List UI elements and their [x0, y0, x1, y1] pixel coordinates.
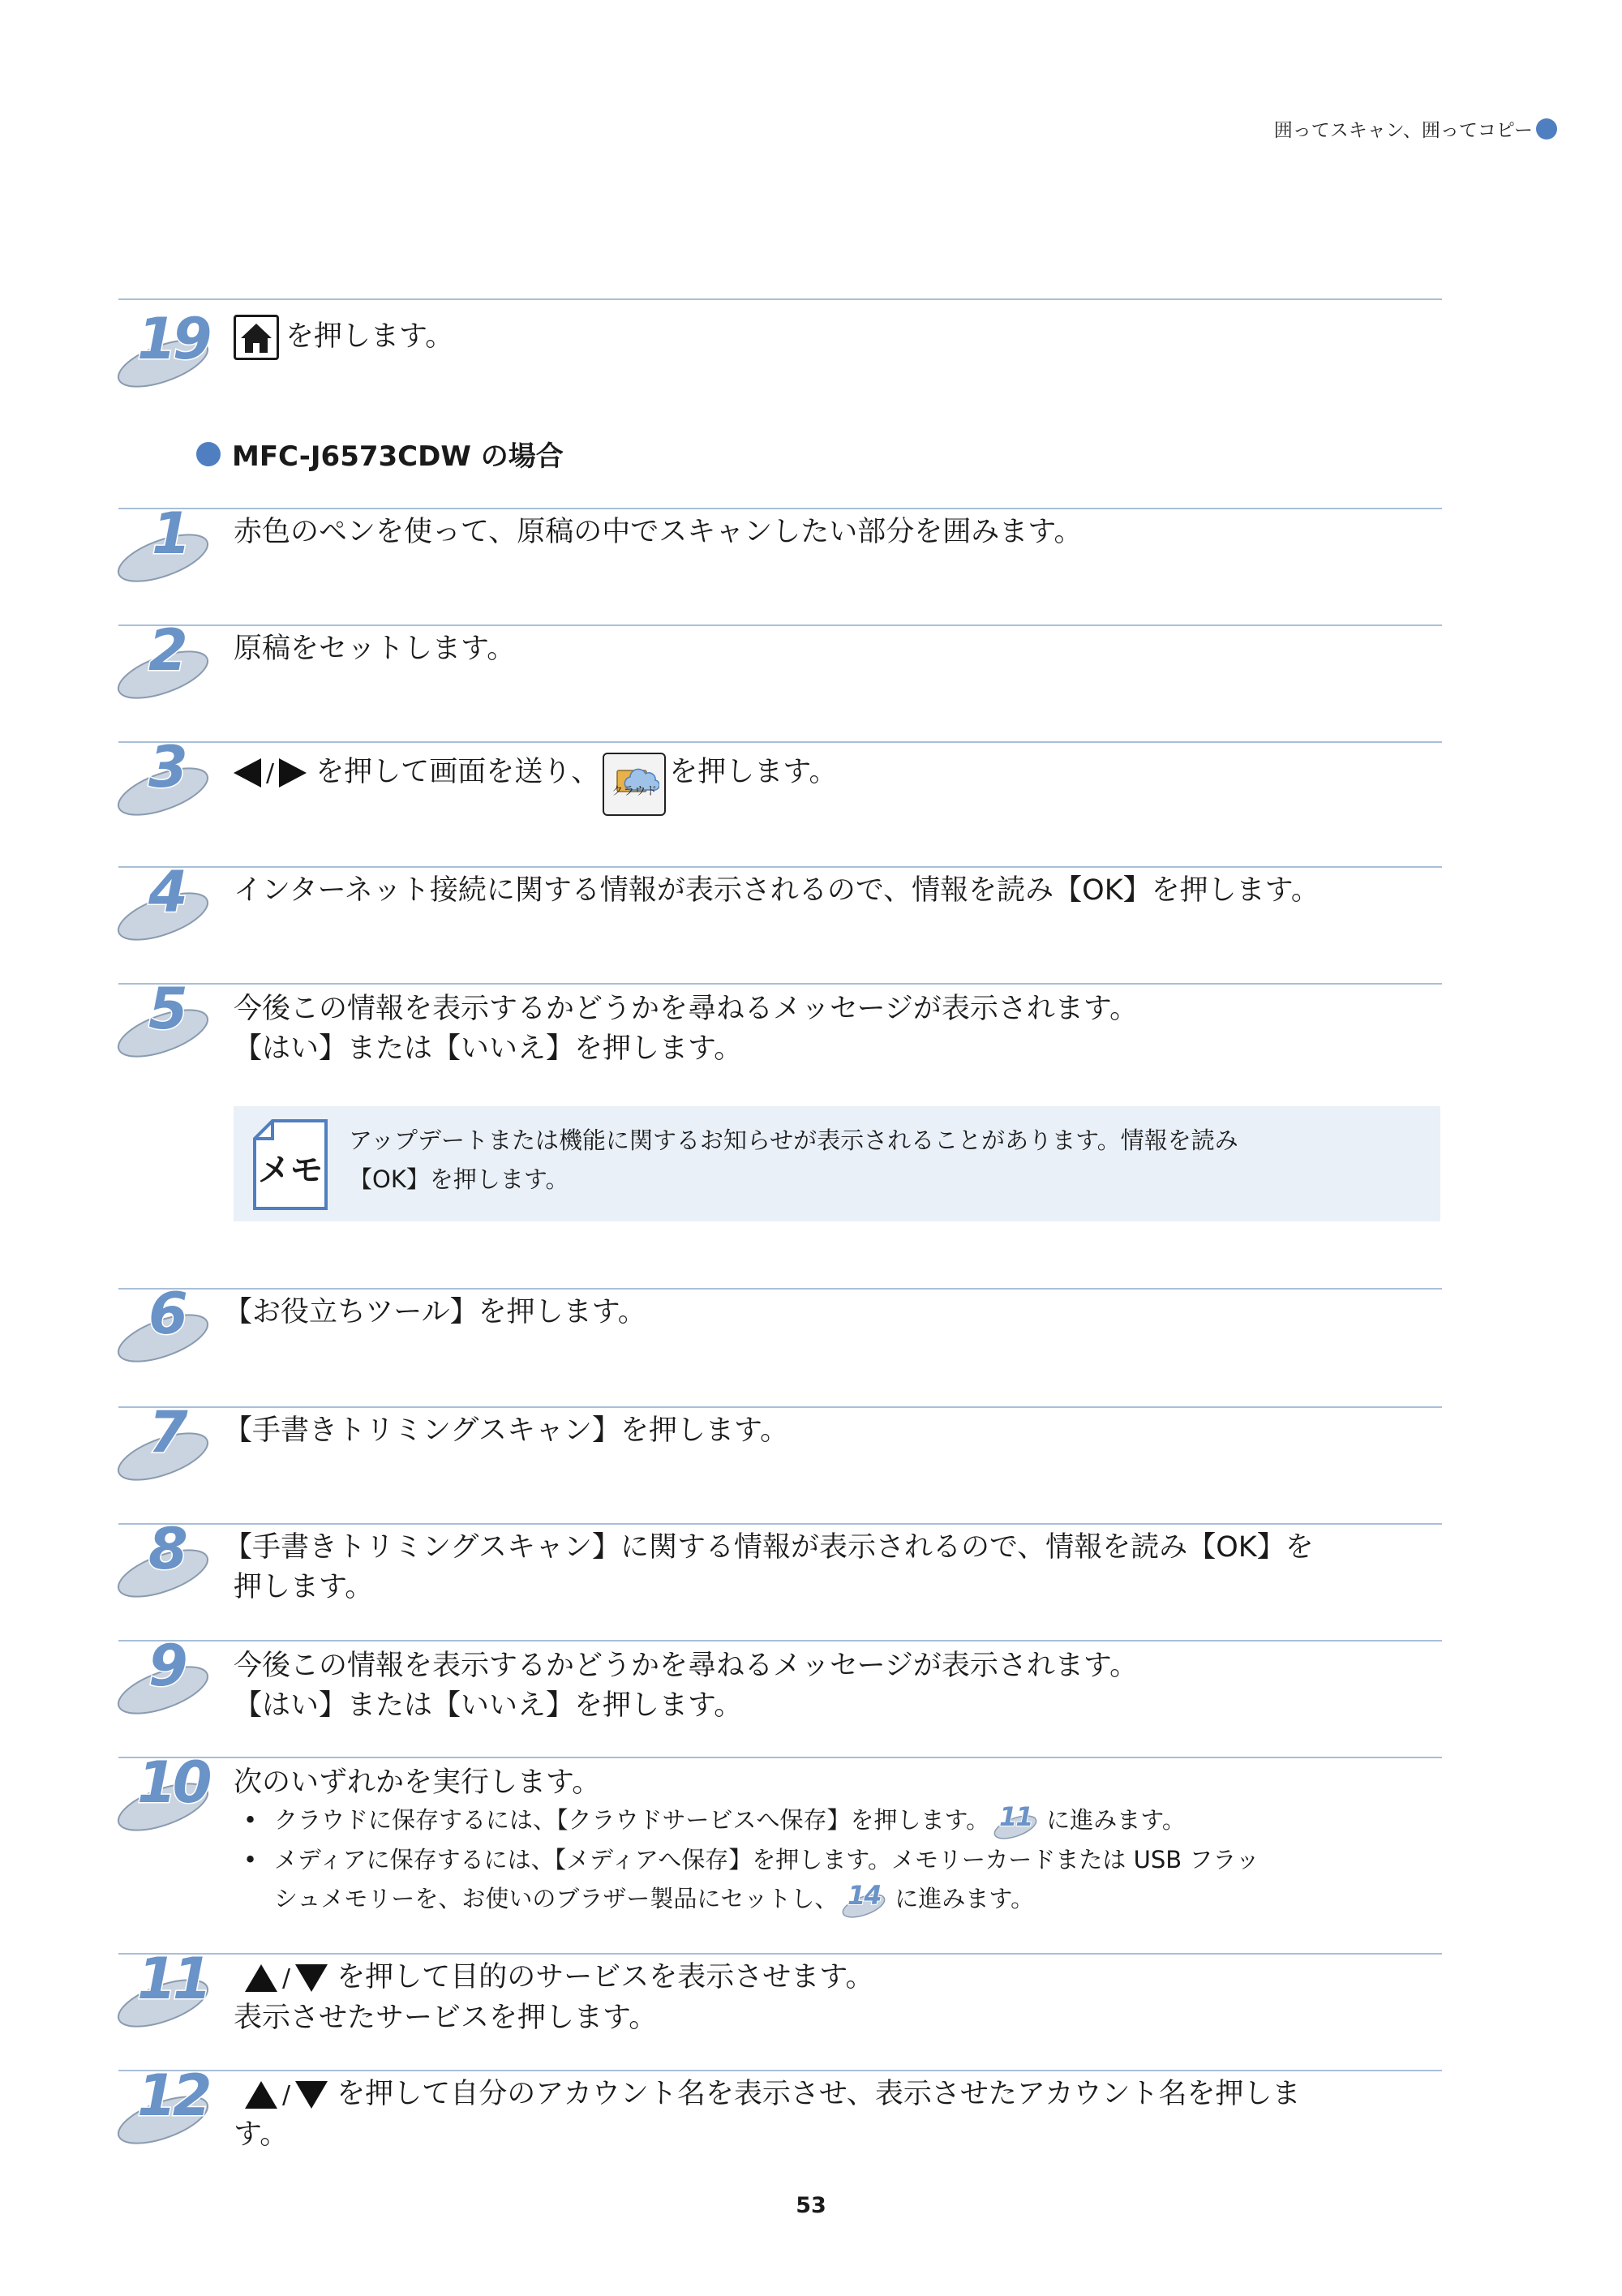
step-reference-icon [841, 1882, 891, 1919]
memo-text: アップデートまたは機能に関するお知らせが表示されることがあります。情報を読み 【OK】を押します。 [349, 1127, 1238, 1193]
memo-icon [251, 1118, 329, 1212]
memo-note [234, 1106, 1440, 1221]
step-reference-icon [993, 1803, 1043, 1840]
svg-text:14: 14 [847, 1882, 881, 1911]
step-8-text: 【手書きトリミングスキャン】に関する情報が表示されるので、情報を読み【OK】を 押します。 [224, 1531, 1314, 1603]
divider [118, 741, 1442, 743]
section-title: MFC-J6573CDW の場合 [232, 440, 564, 473]
step-12-text: / を押して自分のアカウント名を表示させ、表示させたアカウント名を押しま す。 [234, 2078, 1301, 2151]
divider [118, 1757, 1442, 1758]
section-bullet-icon [196, 442, 221, 466]
step-9-text: 今後この情報を表示するかどうかを尋ねるメッセージが表示されます。 【はい】または【いいえ】を押します。 [234, 1650, 1139, 1722]
divider [118, 1640, 1442, 1642]
svg-text:9: 9 [148, 1635, 184, 1699]
up-arrow-icon [245, 1964, 277, 1992]
up-arrow-icon [245, 2081, 277, 2109]
step-19-text: を押します。 [234, 315, 1434, 360]
svg-text:2: 2 [148, 620, 184, 684]
left-arrow-icon [234, 758, 261, 788]
step-badge [116, 620, 221, 709]
divider [118, 983, 1442, 985]
cloud-button-icon: クラウド [603, 753, 666, 816]
svg-text:11: 11 [137, 1948, 208, 2012]
svg-text:7: 7 [148, 1401, 184, 1466]
step-badge [116, 1518, 221, 1607]
page-number: 53 [796, 2193, 826, 2218]
header-title: 囲ってスキャン、囲ってコピー [1273, 120, 1533, 141]
svg-text:11: 11 [999, 1803, 1032, 1832]
divider [118, 2070, 1442, 2071]
step-6-text: 【お役立ちツール】を押します。 [224, 1296, 646, 1328]
divider [118, 866, 1442, 868]
running-header [1274, 115, 1557, 142]
step-badge [116, 1401, 221, 1491]
svg-text:1: 1 [152, 503, 187, 567]
step-2-text: 原稿をセットします。 [234, 633, 516, 665]
step-badge [116, 861, 221, 951]
svg-text:6: 6 [148, 1283, 184, 1347]
step-4-text: インターネット接続に関する情報が表示されるので、情報を読み【OK】を押します。 [234, 874, 1319, 907]
step-badge [116, 503, 221, 592]
step-badge [116, 1635, 221, 1724]
svg-text:12: 12 [137, 2065, 208, 2129]
step-5-text: 今後この情報を表示するかどうかを尋ねるメッセージが表示されます。 【はい】または【いいえ】を押します。 [234, 993, 1139, 1065]
svg-text:4: 4 [148, 861, 184, 925]
step-badge [116, 308, 221, 397]
divider [118, 624, 1442, 626]
header-bullet-icon [1536, 118, 1557, 139]
divider [118, 298, 1442, 300]
down-arrow-icon [295, 2081, 328, 2109]
list-item: • クラウドに保存するには、【クラウドサービスへ保存】を押します。 11 に進みます。 [243, 1800, 1259, 1840]
down-arrow-icon [295, 1964, 328, 1992]
svg-text:メモ: メモ [258, 1152, 323, 1189]
step-11-text: / を押して目的のサービスを表示させます。 表示させたサービスを押します。 [234, 1961, 874, 2034]
step-badge [116, 2065, 221, 2154]
home-button-icon [234, 315, 279, 360]
step-badge [116, 978, 221, 1067]
divider [118, 1288, 1442, 1290]
list-item: • メディアに保存するには、【メディアへ保存】を押します。メモリーカードまたは USB フラッ [243, 1846, 1259, 1873]
divider [118, 1406, 1442, 1408]
svg-text:8: 8 [148, 1518, 184, 1582]
divider [118, 1953, 1442, 1955]
svg-text:5: 5 [148, 978, 184, 1042]
step-badge [116, 736, 221, 826]
section-heading [196, 434, 564, 474]
step-badge [116, 1283, 221, 1372]
step-badge [116, 1752, 221, 1841]
step-10-text: 次のいずれかを実行します。 [234, 1766, 601, 1799]
step-badge [116, 1948, 221, 2037]
list-item-continuation: シュメモリーを、お使いのブラザー製品にセットし、 14 に進みます。 [243, 1879, 1259, 1919]
svg-text:3: 3 [148, 736, 184, 800]
svg-text:19: 19 [137, 308, 208, 372]
step-3-text: / を押して画面を送り、 クラウド を押します。 [234, 753, 1434, 816]
step-1-text: 赤色のペンを使って、原稿の中でスキャンしたい部分を囲みます。 [234, 516, 1083, 548]
step-10-options [243, 1800, 1259, 1919]
right-arrow-icon [279, 758, 307, 788]
divider [118, 1523, 1442, 1525]
step-7-text: 【手書きトリミングスキャン】を押します。 [224, 1414, 789, 1447]
divider [118, 508, 1442, 509]
svg-text:10: 10 [137, 1752, 208, 1816]
